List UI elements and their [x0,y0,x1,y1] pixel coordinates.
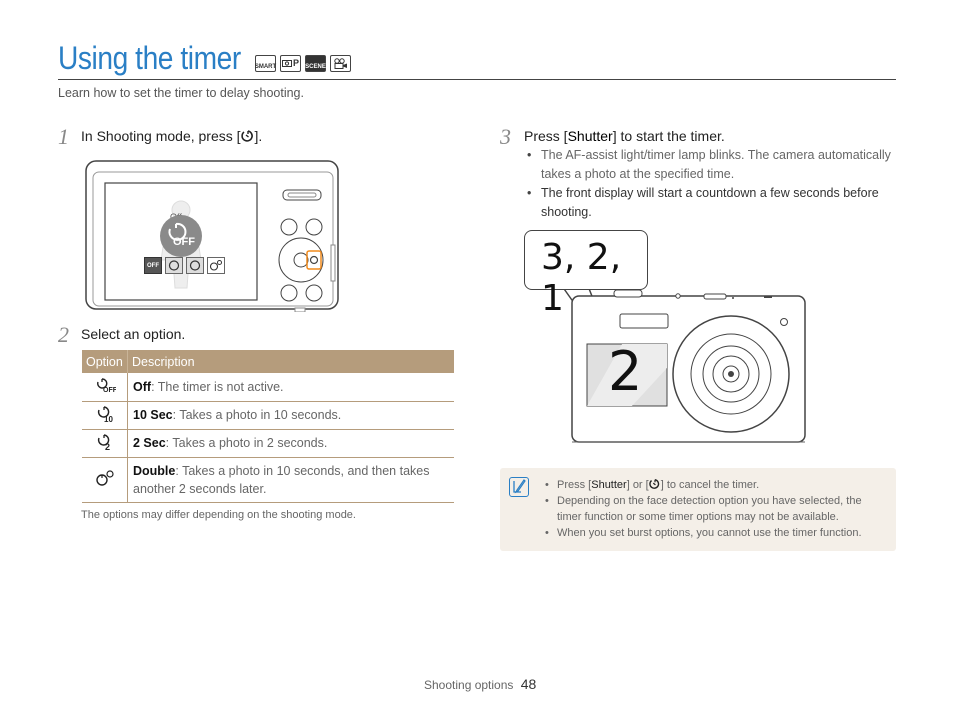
footer-section: Shooting options [424,678,514,692]
step-3-text-before: Press [ [524,128,568,144]
list-item [543,477,888,493]
svg-text:2: 2 [104,441,110,451]
step-2-number: 2 [58,322,69,347]
timer-options-table [82,350,454,503]
page-title: Using the timer [58,40,241,76]
option-desc-text: : Takes a photo in 10 seconds, and then takes another 2 seconds later. [133,463,430,496]
timer-icon [649,478,661,490]
shutter-key-label: Shutter [567,128,613,144]
screen-timer-options [144,257,225,274]
page-subtitle: Learn how to set the timer to delay shooting. [58,86,304,100]
option-desc-text: : The timer is not active. [151,379,284,394]
title-divider [58,79,896,80]
option-name: Off [133,379,152,394]
timer-off-large-icon-label: OFF [173,236,195,248]
note-list [543,477,888,541]
step-1-text-after: ]. [254,128,263,144]
movie-mode-icon [330,55,351,72]
header-description: Description [128,350,455,373]
step-1-text [81,128,262,144]
option-name: 10 Sec [133,408,173,422]
svg-text:10: 10 [103,414,113,423]
option-name: Double [133,463,176,478]
countdown-bubble [524,230,648,319]
timer-icon [241,129,255,143]
step-3-text-after: ] to start the timer. [612,128,725,144]
note-item-1-after: ] to cancel the timer. [660,479,760,491]
mode-icons [255,55,351,72]
table-row [82,429,454,457]
table-row [82,457,454,502]
timer-10sec-icon [82,401,128,429]
front-display-digit: 2 [608,340,643,403]
note-icon [509,477,529,497]
list-item: • Depending on the face detection option you have selected, the timer function or some timer options may not be available. [543,493,888,525]
countdown-text: 3, 2, 1 [541,237,622,319]
screen-timer-off-icon [144,257,162,274]
screen-timer-off-icon-label: OFF [147,263,159,269]
camera-back-illustration [85,160,340,312]
smart-mode-icon: SMART [255,55,276,72]
note-item-1-before: Press [ [557,479,592,491]
program-mode-icon: P [280,55,301,72]
option-description [128,429,455,457]
option-desc-text: : Takes a photo in 10 seconds. [172,408,342,422]
step-3-text [524,128,725,144]
option-description [128,373,455,401]
note-box [500,468,896,551]
option-description [128,457,455,502]
table-row [82,373,454,401]
option-desc-text: : Takes a photo in 2 seconds. [165,436,328,450]
timer-off-icon [82,373,128,401]
page-number: 48 [520,676,537,692]
shutter-key-label: Shutter [591,479,627,491]
list-item: • The AF-assist light/timer lamp blinks. The camera automatically takes a photo at the specified time. [523,146,895,184]
page-footer [424,676,536,692]
step-1-number: 1 [58,124,69,149]
table-header-row [82,350,454,373]
timer-double-icon [82,457,128,502]
header-option: Option [82,350,128,373]
note-item-1-mid: ] or [ [626,479,649,491]
list-item: • When you set burst options, you cannot use the timer function. [543,525,888,541]
step-3-bullets [523,146,895,222]
step-3-number: 3 [500,124,511,149]
option-description [128,401,455,429]
step-2-text: Select an option. [81,326,186,342]
table-row [82,401,454,429]
screen-timer-double-icon [207,257,225,274]
timer-off-large-icon [160,215,202,257]
screen-timer-10sec-icon [165,257,183,274]
list-item: • The front display will start a countdown a few seconds before shooting. [523,184,895,222]
table-footnote: The options may differ depending on the shooting mode. [81,509,356,521]
step-1-text-before: In Shooting mode, press [ [81,128,241,144]
svg-text:OFF: OFF [102,387,116,394]
timer-2sec-icon [82,429,128,457]
screen-timer-2sec-icon [186,257,204,274]
option-name: 2 Sec [133,436,166,450]
scene-mode-icon: SCENE [305,55,326,72]
